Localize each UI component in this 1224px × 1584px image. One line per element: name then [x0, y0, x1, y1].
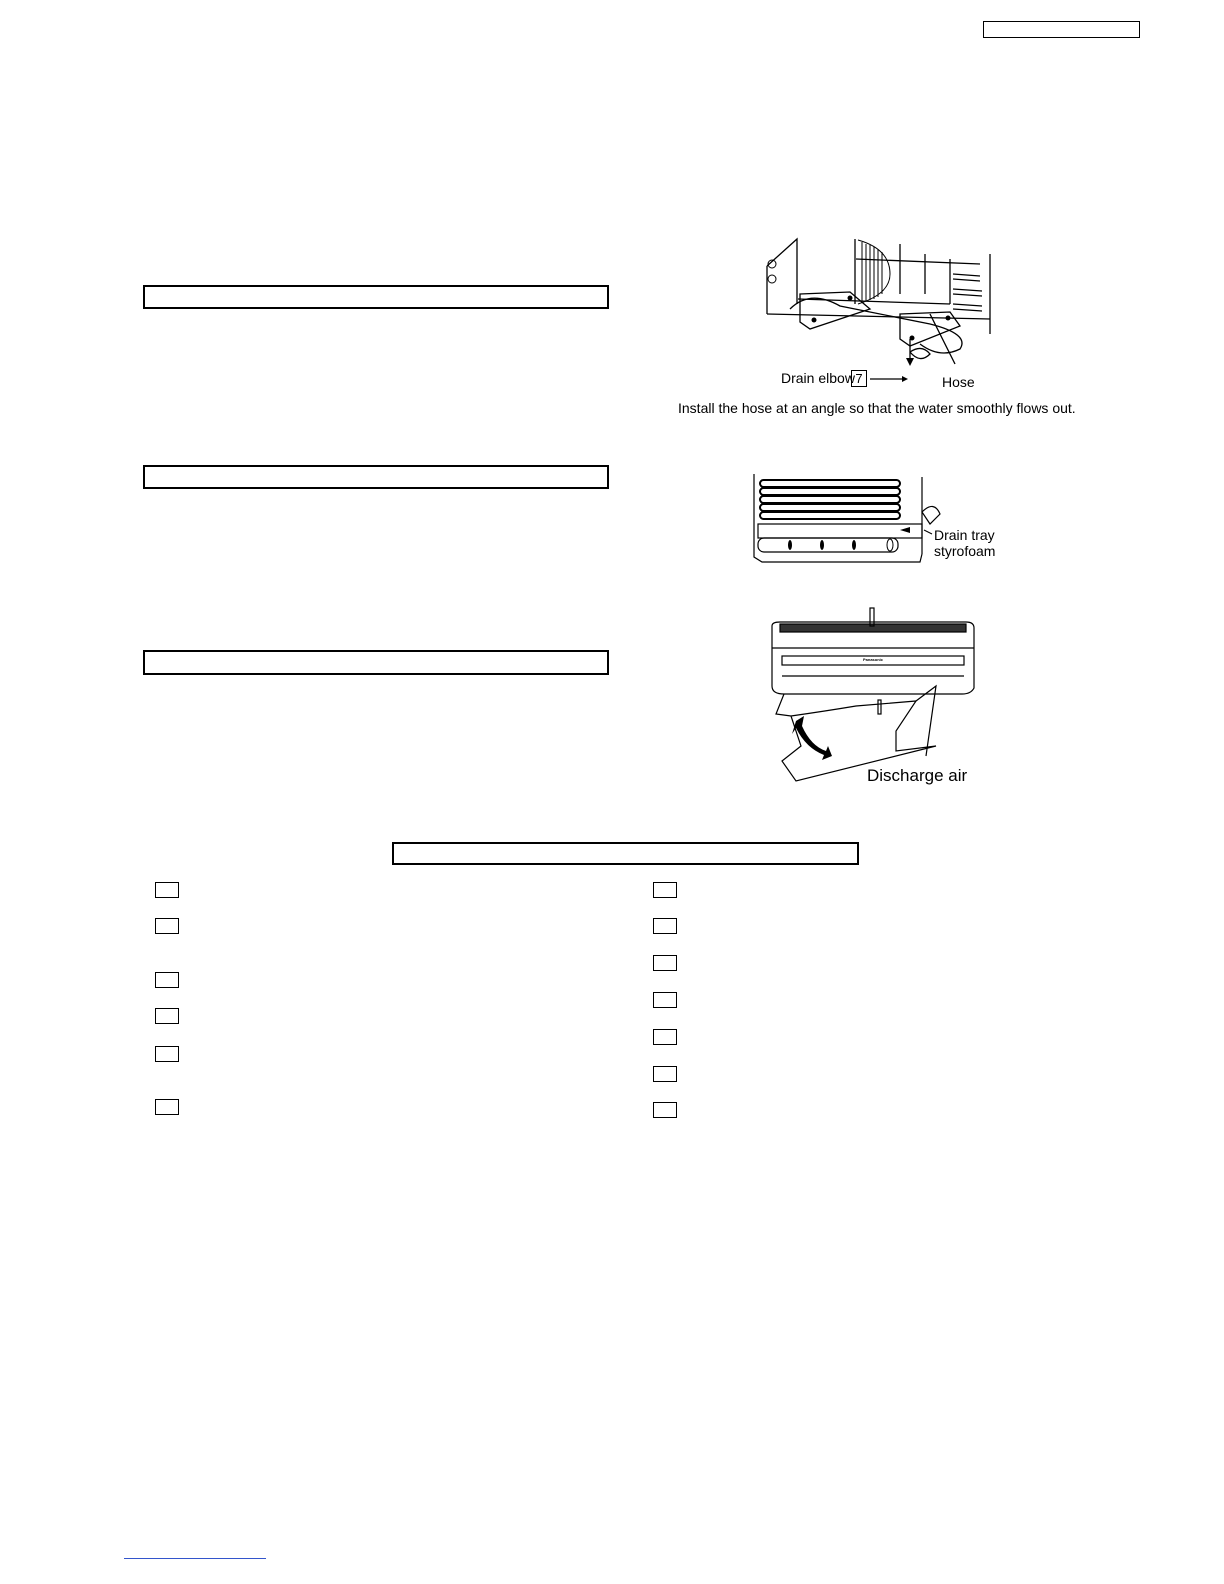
drain-elbow-caption: Install the hose at an angle so that the water smoothly flows out. — [678, 400, 1076, 416]
checkbox-right-2 — [653, 918, 677, 934]
checkbox-right-1 — [653, 882, 677, 898]
drain-elbow-illustration — [750, 234, 1010, 374]
drain-tray-label-line2: styrofoam — [934, 543, 996, 559]
part-number-box: 7 — [851, 370, 867, 387]
checkbox-left-3 — [155, 972, 179, 988]
brand-mark: Panasonic — [862, 657, 884, 662]
checkbox-right-4 — [653, 992, 677, 1008]
checklist-heading-box — [392, 842, 859, 865]
model-number-box — [983, 21, 1140, 38]
hose-label: Hose — [942, 374, 975, 390]
arrow-to-elbow — [870, 376, 910, 386]
section-heading-box-1 — [143, 285, 609, 309]
drain-tray-label-line1: Drain tray — [934, 527, 995, 543]
checkbox-right-5 — [653, 1029, 677, 1045]
checkbox-left-1 — [155, 882, 179, 898]
checkbox-left-2 — [155, 918, 179, 934]
checkbox-right-3 — [653, 955, 677, 971]
section-heading-box-2 — [143, 465, 609, 489]
section-heading-box-3 — [143, 650, 609, 675]
checkbox-left-5 — [155, 1046, 179, 1062]
checkbox-right-7 — [653, 1102, 677, 1118]
checkbox-left-4 — [155, 1008, 179, 1024]
indoor-unit-illustration — [766, 606, 981, 791]
drain-tray-illustration — [752, 472, 952, 567]
drain-elbow-label: Drain elbow — [781, 370, 855, 386]
discharge-air-label: Discharge air — [867, 766, 968, 785]
checkbox-left-6 — [155, 1099, 179, 1115]
footer-link-underline — [124, 1558, 266, 1559]
checkbox-right-6 — [653, 1066, 677, 1082]
